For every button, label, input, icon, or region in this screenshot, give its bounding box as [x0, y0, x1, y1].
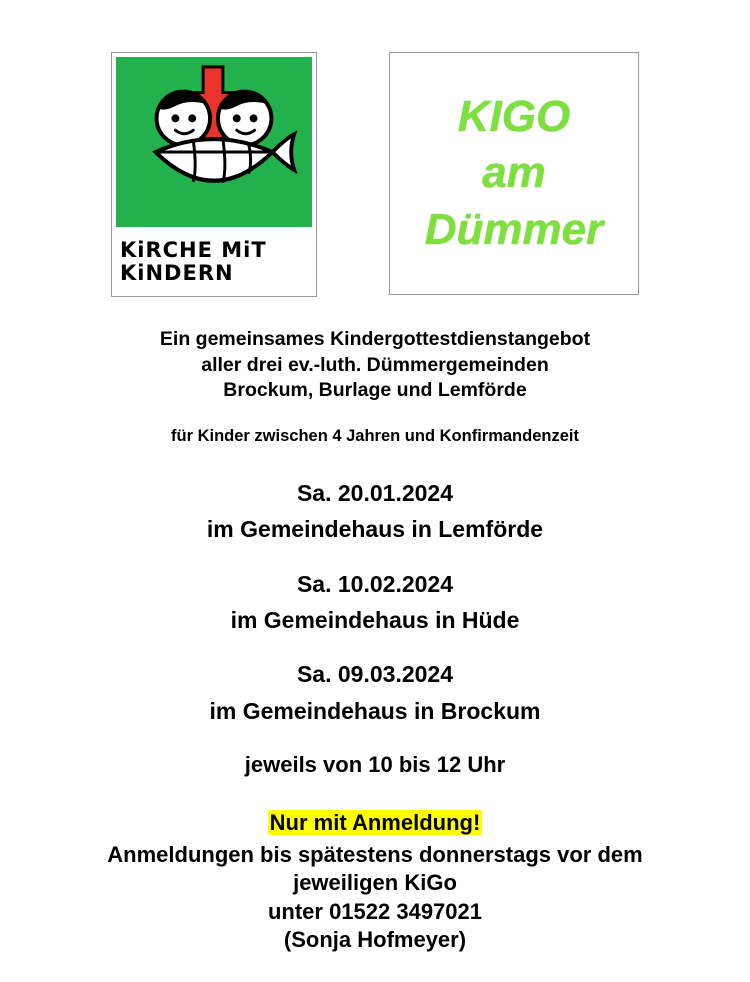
date-place: im Gemeindehaus in Lemförde [206, 516, 544, 543]
kigo-title-line3: Dümmer [424, 204, 604, 254]
kigo-title-line1: KIGO [457, 92, 571, 142]
intro-line-1: Ein gemeinsames Kindergottestdienstangebot [159, 328, 591, 350]
logo-caption-line1: KiRCHE MiT [120, 237, 267, 262]
kirche-mit-kindern-logo [111, 52, 317, 297]
registration-headline: Nur mit Anmeldung! [269, 810, 481, 836]
logo-artwork [116, 57, 312, 227]
registration-line-3: unter 01522 3497021 [267, 898, 483, 924]
dates-list [207, 478, 543, 779]
kigo-title-line2: am [482, 148, 546, 198]
date-value: Sa. 09.03.2024 [296, 661, 453, 688]
date-value: Sa. 20.01.2024 [296, 479, 453, 506]
registration-line-2: jeweiligen KiGo [293, 870, 457, 896]
registration-line-4: (Sonja Hofmeyer) [283, 926, 467, 952]
registration-line-1: Anmeldungen bis spätestens donnerstags vor dem [107, 842, 643, 868]
kigo-am-duemmer-logo [389, 52, 639, 295]
fish-and-children-icon [116, 57, 312, 225]
intro-line-2: aller drei ev.-luth. Dümmergemeinden [201, 353, 549, 376]
date-place: im Gemeindehaus in Brockum [209, 697, 541, 724]
age-group-text: für Kinder zwischen 4 Jahren und Konfirmandenzeit [171, 427, 579, 446]
date-entry [207, 659, 543, 726]
registration-block [107, 809, 642, 954]
date-entry [207, 569, 543, 636]
registration-headline-wrap [107, 809, 642, 837]
date-value: Sa. 10.02.2024 [296, 570, 453, 597]
date-entry [207, 478, 543, 545]
logo-caption-line2: KiNDERN [120, 260, 234, 285]
logo-caption [116, 227, 312, 296]
time-text: jeweils von 10 bis 12 Uhr [244, 752, 506, 778]
logo-row [0, 52, 750, 297]
intro-text [160, 327, 590, 404]
intro-line-3: Brockum, Burlage und Lemförde [223, 379, 527, 402]
date-place: im Gemeindehaus in Hüde [230, 607, 520, 634]
